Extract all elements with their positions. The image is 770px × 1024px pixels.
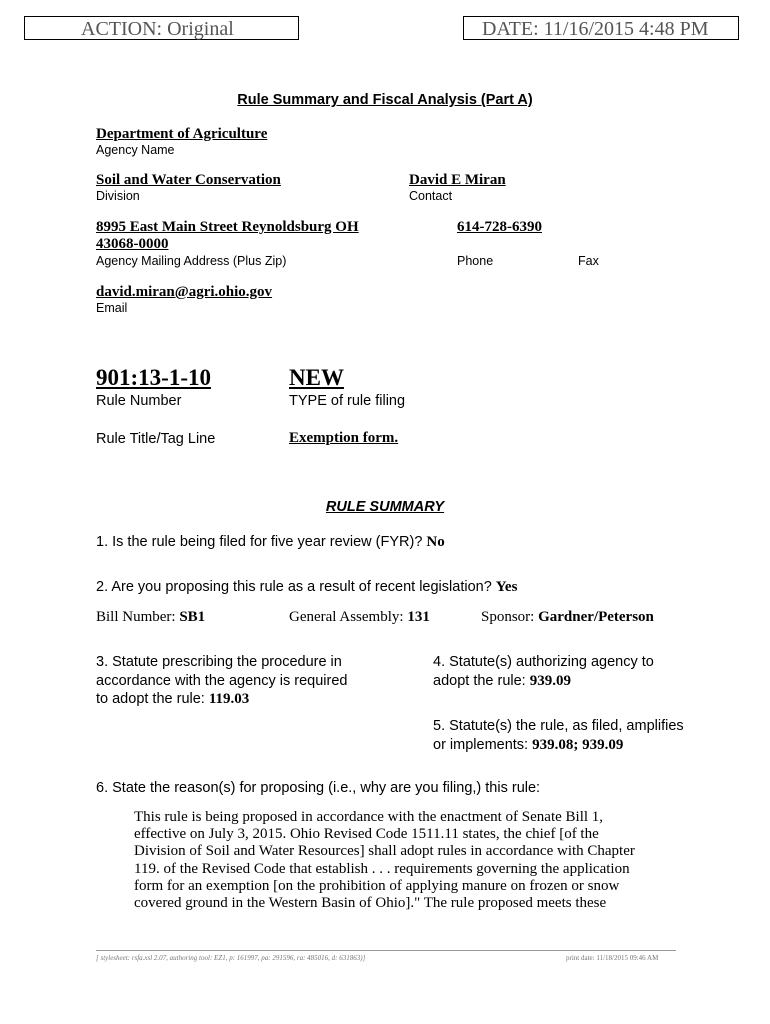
rule-type-value: NEW <box>289 365 344 390</box>
rule-type-label: TYPE of rule filing <box>289 393 406 409</box>
date-text: DATE: 11/16/2015 4:48 PM <box>482 18 709 40</box>
address-line2: 43068-0000 <box>96 236 169 252</box>
question-4-line1: 4. Statute(s) authorizing agency to <box>433 654 654 670</box>
fax-label: Fax <box>578 254 599 268</box>
question-4 <box>433 653 654 690</box>
question-6-text: 6. State the reason(s) for proposing (i.e., why are you filing,) this rule: <box>96 780 541 796</box>
rule-number-value: 901:13-1-10 <box>96 365 211 390</box>
page-title: Rule Summary and Fiscal Analysis (Part A) <box>237 92 533 108</box>
rule-title-value: Exemption form. <box>289 430 399 446</box>
question-3-line2: accordance with the agency is required <box>96 672 348 689</box>
phone-label: Phone <box>457 254 494 268</box>
reason-paragraph <box>134 809 635 912</box>
rule-summary-heading: RULE SUMMARY <box>325 499 445 515</box>
question-3-line1: 3. Statute prescribing the procedure in <box>96 654 342 670</box>
sponsor-label: Sponsor: <box>481 609 535 625</box>
question-1-answer: No <box>426 534 445 550</box>
division-value: Soil and Water Conservation <box>96 172 281 188</box>
question-3-line3: to adopt the rule: <box>96 691 205 707</box>
question-5 <box>433 717 684 754</box>
question-3-answer: 119.03 <box>208 691 250 707</box>
sponsor-value: Gardner/Peterson <box>538 609 654 625</box>
rule-number-label: Rule Number <box>96 393 182 409</box>
question-1 <box>96 533 445 552</box>
email-value: david.miran@agri.ohio.gov <box>96 284 273 300</box>
address-label: Agency Mailing Address (Plus Zip) <box>96 254 287 268</box>
reason-line: form for an exemption [on the prohibition of applying manure on frozen or snow <box>134 877 620 894</box>
action-text: ACTION: Original <box>81 18 234 40</box>
question-5-line2: or implements: <box>433 736 529 753</box>
question-5-line1: 5. Statute(s) the rule, as filed, amplifies <box>433 718 684 734</box>
question-5-answer: 939.08; 939.09 <box>532 736 624 753</box>
email-label: Email <box>96 301 128 315</box>
reason-line: effective on July 3, 2015. Ohio Revised Code 1511.11 states, the chief [of the <box>134 826 599 843</box>
bill-number-value: SB1 <box>179 609 206 625</box>
bill-number-label: Bill Number: <box>96 609 176 625</box>
question-3 <box>96 653 347 709</box>
question-4-line2: adopt the rule: <box>433 672 526 689</box>
rule-title-label: Rule Title/Tag Line <box>96 431 216 447</box>
general-assembly-label: General Assembly: <box>289 609 404 625</box>
phone-value: 614-728-6390 <box>457 219 542 235</box>
division-label: Division <box>96 189 140 203</box>
bill-number <box>96 609 205 626</box>
date-box <box>463 16 739 40</box>
general-assembly-value: 131 <box>407 609 430 625</box>
reason-line: covered ground in the Western Basin of Ohio]." The rule proposed meets these <box>134 895 607 912</box>
action-box <box>24 16 299 40</box>
reason-line: This rule is being proposed in accordance with the enactment of Senate Bill 1, <box>134 809 604 825</box>
question-4-answer: 939.09 <box>529 672 571 689</box>
question-2-text: 2. Are you proposing this rule as a result of recent legislation? <box>96 579 492 595</box>
question-2-answer: Yes <box>495 579 518 595</box>
agency-name-value: Department of Agriculture <box>96 126 268 142</box>
footer-metadata: [ stylesheet: rsfa.xsl 2.07, authoring tool: EZ1, p: 161997, pa: 291596, ra: 485016, d: 631863)] <box>96 954 366 962</box>
sponsor <box>481 609 654 626</box>
agency-name-label: Agency Name <box>96 143 175 157</box>
reason-line: 119. of the Revised Code that establish . . . requirements governing the application <box>134 860 630 877</box>
general-assembly <box>289 609 430 626</box>
address-line1: 8995 East Main Street Reynoldsburg OH <box>96 219 359 235</box>
question-1-text: 1. Is the rule being filed for five year review (FYR)? <box>96 534 423 550</box>
footer-divider <box>96 950 676 951</box>
question-2 <box>96 578 517 597</box>
footer-print-date: print date: 11/18/2015 09:46 AM <box>566 954 659 962</box>
reason-line: Division of Soil and Water Resources] shall adopt rules in accordance with Chapter <box>134 843 635 860</box>
contact-value: David E Miran <box>409 172 506 188</box>
contact-label: Contact <box>409 189 453 203</box>
